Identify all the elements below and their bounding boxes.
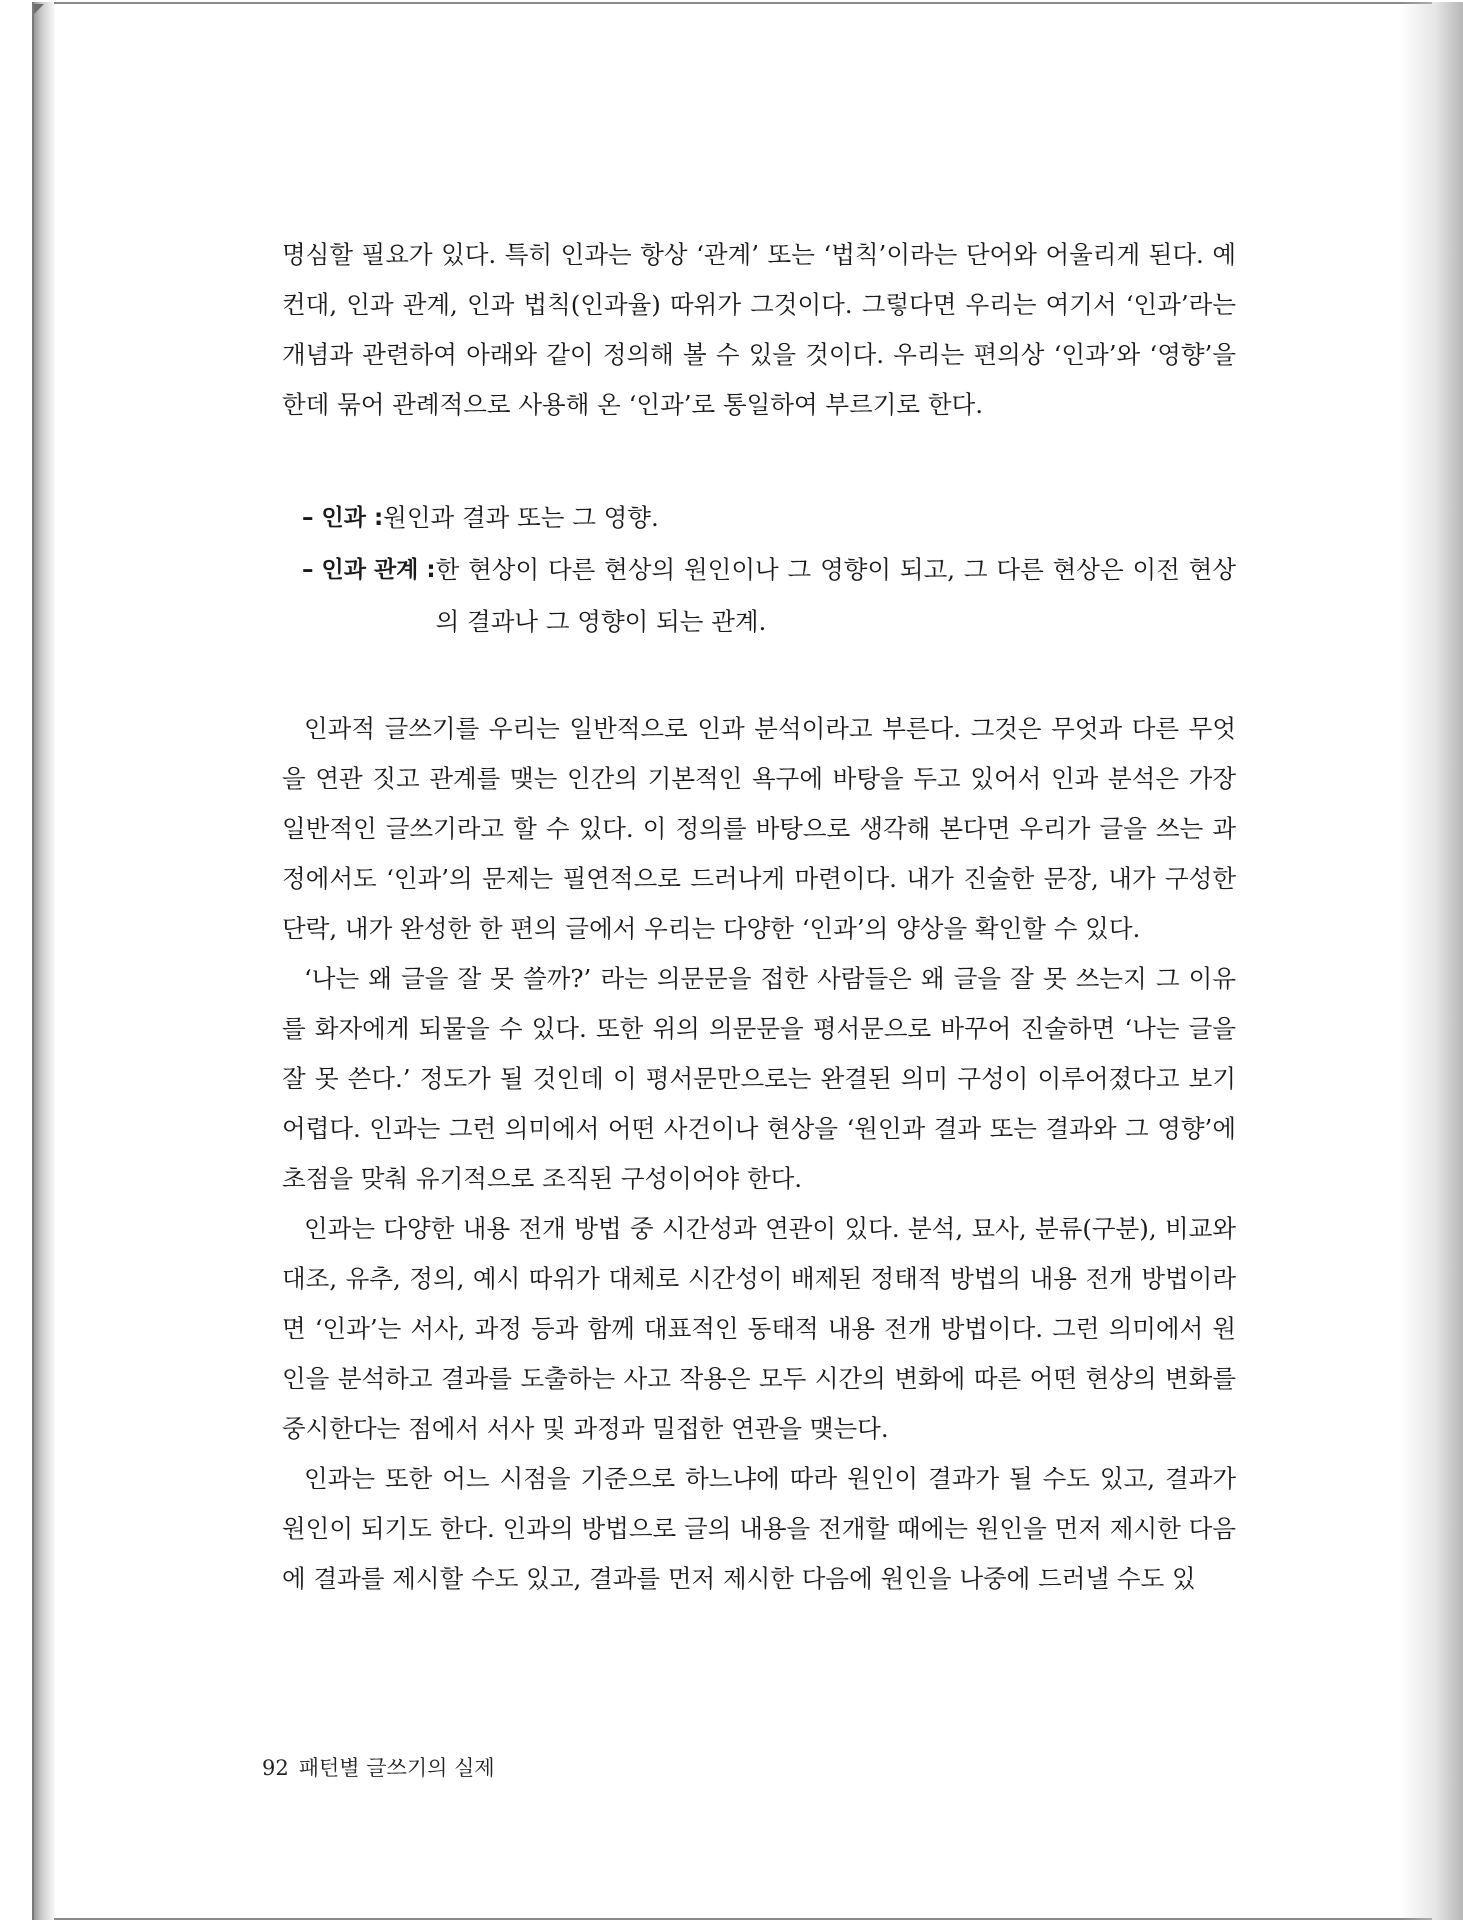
page-footer: [262, 1752, 495, 1784]
page-edge-shadow: [1400, 2, 1463, 1920]
intro-paragraph-block: [282, 230, 1236, 430]
definition-description: 원인과 결과 또는 그 영향.: [383, 503, 659, 532]
body-text: [282, 704, 1236, 1604]
body-paragraph: 인과적 글쓰기를 우리는 일반적으로 인과 분석이라고 부른다. 그것은 무엇과 다른 무엇을 연관 짓고 관계를 맺는 인간의 기본적인 욕구에 바탕을 두고 있어서 인과 분석은 가장 일반적인 글쓰기라고 할 수 있다. 이 정의를 바탕으로 생각해 본다면 우리가 글을 쓰는 과정에서도 ‘인과’의 문제는 필연적으로 드러나게 마련이다. 내가 진술한 문장, 내가 구성한 단락, 내가 완성한 한 편의 글에서 우리는 다양한 ‘인과’의 양상을 확인할 수 있다.: [282, 714, 1236, 943]
page-corner: [34, 4, 44, 14]
body-paragraph: 인과는 다양한 내용 전개 방법 중 시간성과 연관이 있다. 분석, 묘사, 분류(구분), 비교와 대조, 유추, 정의, 예시 따위가 대체로 시간성이 배제된 정태적 방법의 내용 전개 방법이라면 ‘인과’는 서사, 과정 등과 함께 대표적인 동태적 내용 전개 방법이다. 그런 의미에서 원인을 분석하고 결과를 도출하는 사고 작용은 모두 시간의 변화에 따른 어떤 현상의 변화를 중시한다는 점에서 서사 및 과정과 밀접한 연관을 맺는다.: [282, 1214, 1236, 1443]
definition-item-causality: [302, 492, 1236, 544]
definition-list: [302, 492, 1236, 648]
definition-term: – 인과 관계 :: [302, 557, 436, 583]
body-paragraph: ‘나는 왜 글을 잘 못 쓸까?’ 라는 의문문을 접한 사람들은 왜 글을 잘 못 쓰는지 그 이유를 화자에게 되물을 수 있다. 또한 위의 의문문을 평서문으로 바꾸어 진술하면 ‘나는 글을 잘 못 쓴다.’ 정도가 될 것인데 이 평서문만으로는 완결된 의미 구성이 이루어졌다고 보기 어렵다. 인과는 그런 의미에서 어떤 사건이나 현상을 ‘원인과 결과 또는 결과와 그 영향’에 초점을 맞춰 유기적으로 조직된 구성이어야 한다.: [282, 964, 1236, 1193]
page-spine: [32, 2, 54, 1920]
definition-description: 한 현상이 다른 현상의 원인이나 그 영향이 되고, 그 다른 현상은 이전 현상의 결과나 그 영향이 되는 관계.: [435, 555, 1236, 636]
book-title: 패턴별 글쓰기의 실제: [298, 1756, 495, 1780]
definition-item-causal-relation: [302, 544, 1236, 648]
page-number: 92: [262, 1756, 289, 1780]
intro-paragraph: 명심할 필요가 있다. 특히 인과는 항상 ‘관계’ 또는 ‘법칙’이라는 단어와 어울리게 된다. 예컨대, 인과 관계, 인과 법칙(인과율) 따위가 그것이다. 그렇다면 우리는 여기서 ‘인과’라는 개념과 관련하여 아래와 같이 정의해 볼 수 있을 것이다. 우리는 편의상 ‘인과’와 ‘영향’을 한데 묶어 관례적으로 사용해 온 ‘인과’로 통일하여 부르기로 한다.: [282, 240, 1236, 419]
body-paragraph: 인과는 또한 어느 시점을 기준으로 하느냐에 따라 원인이 결과가 될 수도 있고, 결과가 원인이 되기도 한다. 인과의 방법으로 글의 내용을 전개할 때에는 원인을 먼저 제시한 다음에 결과를 제시할 수도 있고, 결과를 먼저 제시한 다음에 원인을 나중에 드러낼 수도 있: [282, 1464, 1236, 1593]
definition-term: – 인과 :: [302, 505, 384, 531]
